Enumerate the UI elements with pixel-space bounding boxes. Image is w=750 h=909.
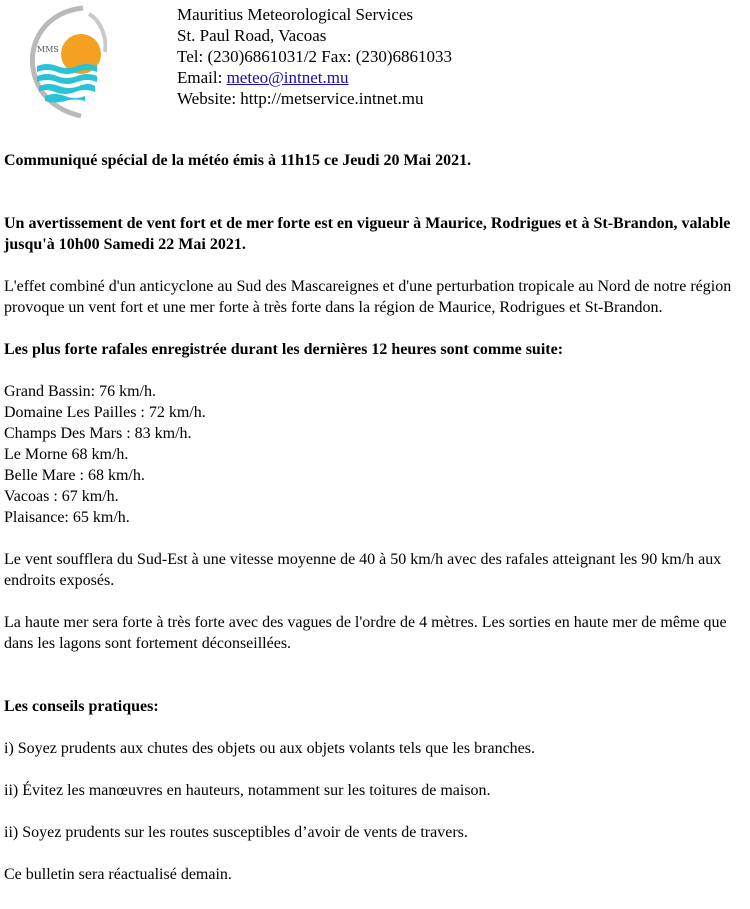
- paragraph-wind: Le vent soufflera du Sud-Est à une vitesse moyenne de 40 à 50 km/h avec des rafales atteignant les 90 km/h aux endroits exposés.: [4, 551, 722, 589]
- org-contact: [177, 4, 452, 109]
- gust-item: Plaisance: 65 km/h.: [4, 509, 130, 526]
- paragraph-anticyclone: L'effet combiné d'un anticyclone au Sud des Mascareignes et d'une perturbation tropicale au Nord de notre région provoque un vent fort et une mer forte à très forte dans la région de Maurice, Rodrigues et St-Brandon.: [4, 278, 732, 316]
- warning-text: Un avertissement de vent fort et de mer forte est en vigueur à Maurice, Rodrigues et à St-Brandon, valable jusqu'à 10h00 Samedi 22 Mai 2021.: [4, 215, 731, 253]
- gust-item: Domaine Les Pailles : 72 km/h.: [4, 404, 206, 421]
- communique-title: Communiqué spécial de la météo émis à 11h15 ce Jeudi 20 Mai 2021.: [4, 152, 472, 169]
- gust-item: Champs Des Mars : 83 km/h.: [4, 425, 192, 442]
- gust-item: Vacoas : 67 km/h.: [4, 488, 119, 505]
- advice-item: ii) Soyez prudents sur les routes susceptibles d’avoir de vents de travers.: [4, 824, 468, 841]
- mms-logo: [25, 2, 107, 118]
- gust-item: Grand Bassin: 76 km/h.: [4, 383, 156, 400]
- org-email-line: [177, 67, 452, 88]
- advice-item: ii) Évitez les manœuvres en hauteurs, notamment sur les toitures de maison.: [4, 782, 491, 799]
- email-link[interactable]: meteo@intnet.mu: [226, 68, 349, 87]
- logo-text: MMS: [37, 45, 59, 54]
- gust-item: Belle Mare : 68 km/h.: [4, 467, 145, 484]
- gusts-heading: Les plus forte rafales enregistrée durant les dernières 12 heures sont comme suite:: [4, 341, 564, 358]
- email-label: Email:: [177, 68, 227, 87]
- org-website: Website: http://metservice.intnet.mu: [177, 89, 424, 108]
- org-name: Mauritius Meteorological Services: [177, 5, 414, 24]
- org-tel: Tel: (230)6861031/2 Fax: (230)6861033: [177, 47, 453, 66]
- org-address: St. Paul Road, Vacoas: [177, 26, 327, 45]
- advice-item: i) Soyez prudents aux chutes des objets ou aux objets volants tels que les branches.: [4, 740, 535, 757]
- gusts-list: [4, 381, 739, 528]
- advice-heading: Les conseils pratiques:: [4, 698, 159, 715]
- letterhead: [0, 0, 750, 120]
- footer-note: Ce bulletin sera réactualisé demain.: [4, 866, 232, 883]
- paragraph-sea: La haute mer sera forte à très forte avec des vagues de l'ordre de 4 mètres. Les sorties en haute mer de même que dans les lagons sont fortement déconseillées.: [4, 614, 727, 652]
- gust-item: Le Morne 68 km/h.: [4, 446, 129, 463]
- bulletin-body: [4, 150, 739, 885]
